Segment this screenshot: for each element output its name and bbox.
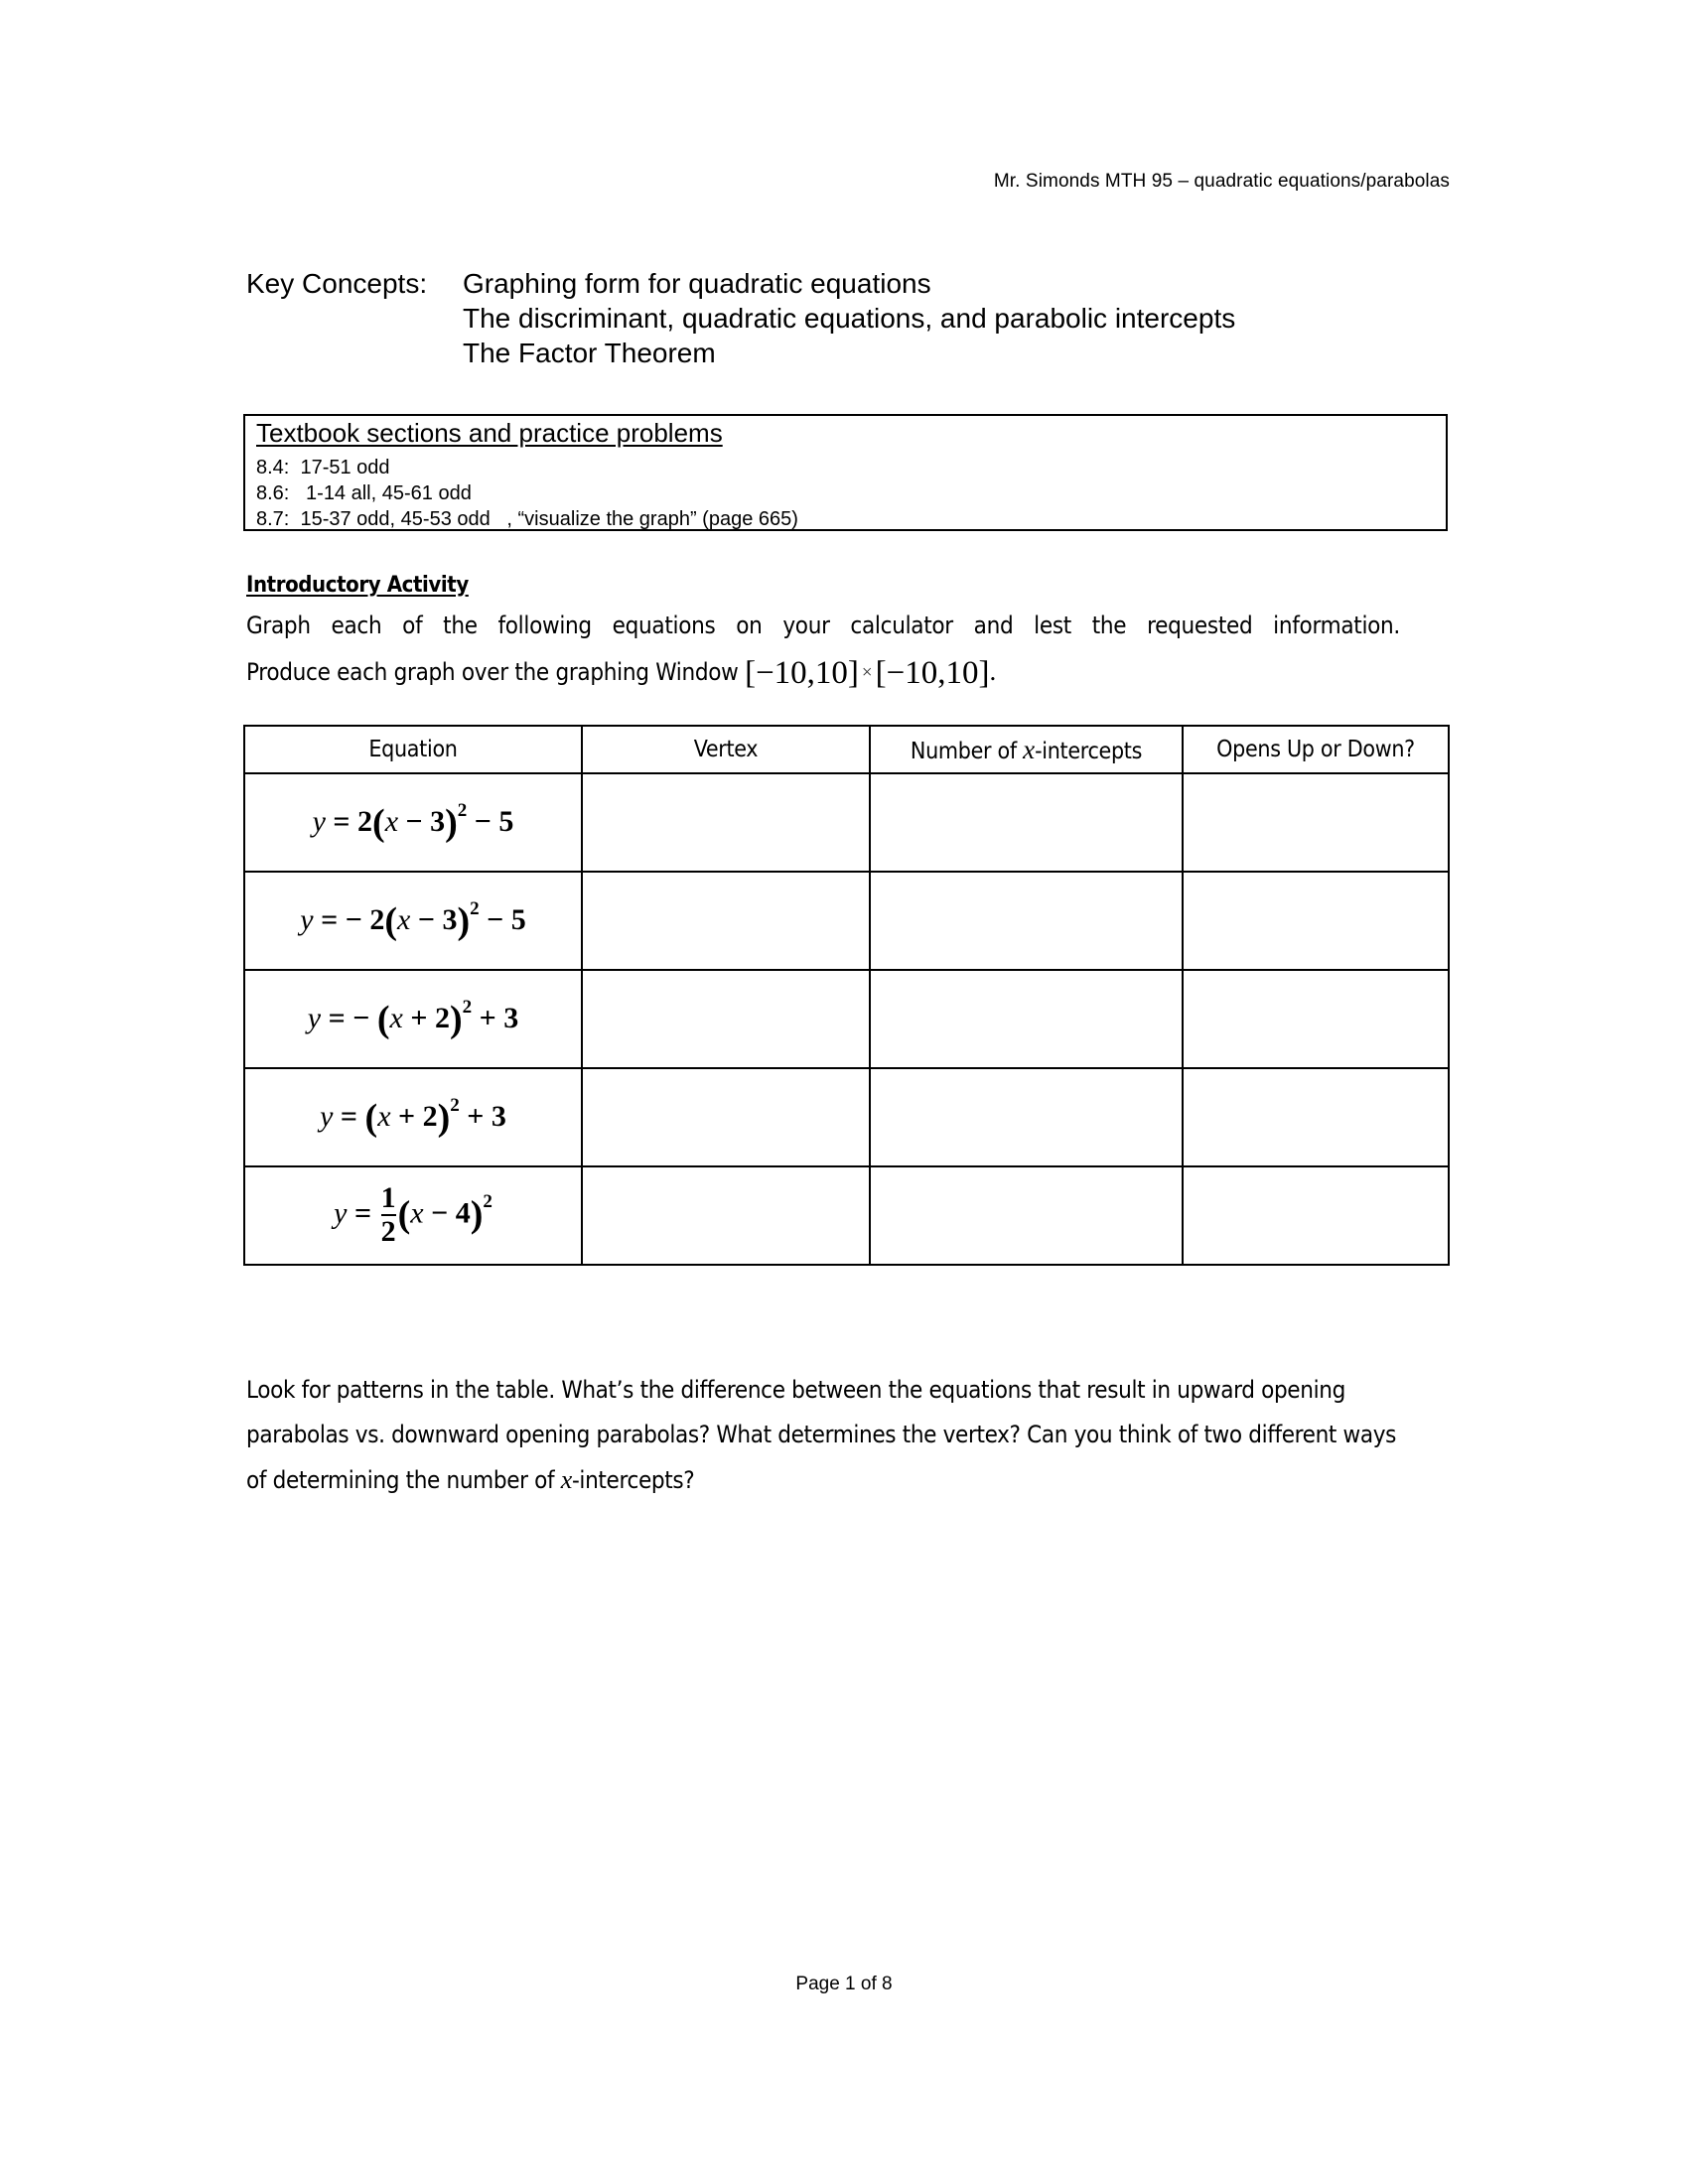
table-row [244,1166,1449,1265]
textbook-sections-list [256,455,798,532]
textbook-sections-box [243,414,1448,531]
page-footer: Page 1 of 8 [795,1974,893,1994]
key-concepts-block [246,266,1235,370]
vertex-cell-1[interactable] [582,773,870,872]
column-header-opens-up-or-down: Opens Up or Down? [1183,726,1449,773]
introductory-activity-paragraph [246,604,1400,695]
closing-paragraph-part1: Look for patterns in the table. What’s the difference between the equations that result in upward opening parabolas vs. downward opening parabolas? What determines the vertex? Can you think of two different ways of determining the number of [246,1376,1397,1494]
key-concept-item-1: Graphing form for quadratic equations [463,268,931,299]
col-header-xint-pre: Number of [910,738,1024,764]
opens-up-or-down-cell-2[interactable] [1183,872,1449,970]
equation-cell-3: y = − $(x + 2)^2 + 3$ [244,970,582,1068]
closing-paragraph-variable: x [560,1465,572,1494]
table-row [244,872,1449,970]
column-header-vertex: Vertex [582,726,870,773]
textbook-sections-title: Textbook sections and practice problems [256,418,723,448]
closing-paragraph [246,1368,1406,1503]
vertex-cell-5[interactable] [582,1166,870,1265]
opens-up-or-down-cell-1[interactable] [1183,773,1449,872]
table-row [244,773,1449,872]
equation-cell-1: $y = 2(x - 3)^2 - 5$ [244,773,582,872]
textbook-line-8-4: 8.4: 17-51 odd [256,457,390,478]
key-concept-item-3: The Factor Theorem [463,338,716,368]
num-x-intercepts-cell-2[interactable] [870,872,1183,970]
equation-cell-4: $y = (x + 2)^2 + 3$ [244,1068,582,1166]
running-header: Mr. Simonds MTH 95 – quadratic equations/parabolas [993,171,1450,192]
multiplication-sign-icon: × [861,662,873,683]
opens-up-or-down-cell-4[interactable] [1183,1068,1449,1166]
vertex-cell-3[interactable] [582,970,870,1068]
equations-worksheet-table [243,725,1450,1266]
col-header-xint-variable: x [1023,734,1036,764]
equation-cell-2: y = − $2(x - 3)^2 - 5$ [244,872,582,970]
column-header-equation: Equation [244,726,582,773]
vertex-cell-2[interactable] [582,872,870,970]
window-right-interval: [−10,10] [875,655,990,691]
key-concepts-list [463,266,1235,370]
column-header-num-x-intercepts [870,726,1183,773]
num-x-intercepts-cell-3[interactable] [870,970,1183,1068]
key-concepts-label: Key Concepts: [246,268,428,299]
fraction-one-half: $\frac{1}{2}$ [380,1180,396,1248]
textbook-line-8-7: 8.7: 15-37 odd, 45-53 odd , “visualize the graph” (page 665) [256,508,798,530]
intro-window-line [246,649,1400,695]
closing-paragraph-part2: -intercepts? [571,1466,695,1494]
num-x-intercepts-cell-4[interactable] [870,1068,1183,1166]
window-period: . [989,656,997,686]
introductory-activity-heading: Introductory Activity [246,573,469,598]
table-header-row [244,726,1449,773]
num-x-intercepts-cell-1[interactable] [870,773,1183,872]
textbook-line-8-6: 8.6: 1-14 all, 45-61 odd [256,482,472,504]
graphing-window-x-interval [745,655,997,691]
equation-cell-5: y = $\frac{1}{2}$ $(x - 4)^2$ [244,1166,582,1265]
table-row [244,1068,1449,1166]
intro-instruction-line: Graph each of the following equations on your calculator and lest the requested information. [246,612,1400,639]
intro-window-text-before: Produce each graph over the graphing Window [246,658,739,686]
opens-up-or-down-cell-3[interactable] [1183,970,1449,1068]
vertex-cell-4[interactable] [582,1068,870,1166]
key-concept-item-2: The discriminant, quadratic equations, and parabolic intercepts [463,303,1236,334]
window-left-interval: [−10,10] [745,655,859,691]
col-header-xint-post: -intercepts [1035,738,1143,764]
opens-up-or-down-cell-5[interactable] [1183,1166,1449,1265]
table-row [244,970,1449,1068]
num-x-intercepts-cell-5[interactable] [870,1166,1183,1265]
